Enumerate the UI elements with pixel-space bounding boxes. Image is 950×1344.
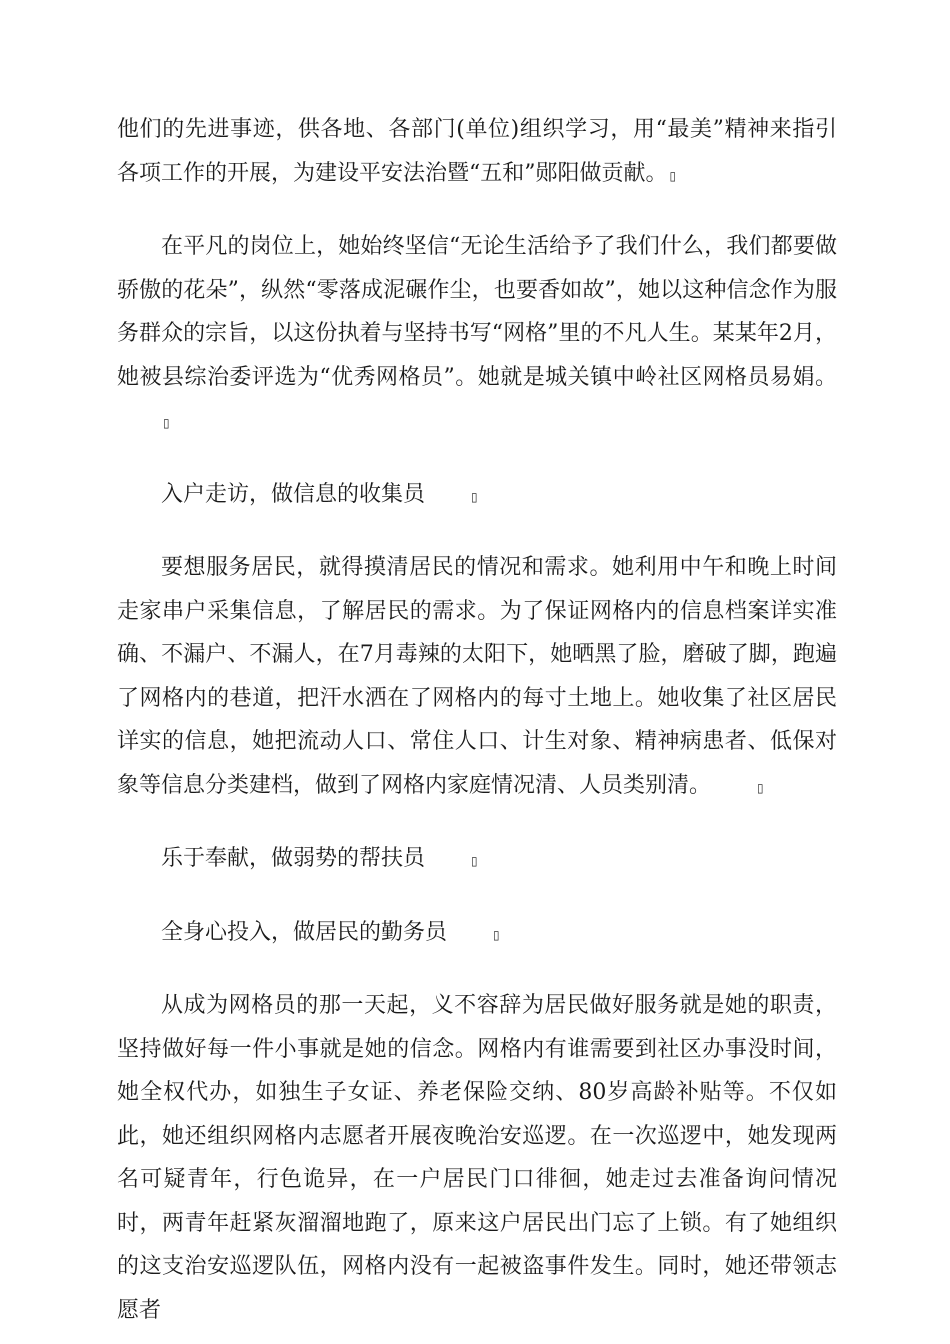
document-body: [117, 108, 837, 1332]
section-heading-servant: [117, 911, 837, 958]
paragraph-1: [117, 108, 837, 198]
paragraph-1-text: 他们的先进事迹，供各地、各部门(单位)组织学习，用“最美”精神来指引各项工作的开展，为建设平安法治暨“五和”郧阳做贡献。: [117, 117, 837, 186]
section-heading-collector-text: 入户走访，做信息的收集员: [161, 481, 426, 507]
section-heading-servant-text: 全身心投入，做居民的勤务员: [161, 919, 448, 945]
paragraph-2: [117, 225, 837, 446]
paragraph-2-text: 在平凡的岗位上，她始终坚信“无论生活给予了我们什么，我们都要做骄傲的花朵”，纵然“零落成泥碾作尘，也要香如故”，她以这种信念作为服务群众的宗旨，以这份执着与坚持书写“网格”里的不凡人生。某某年2月，她被县综治委评选为“优秀网格员”。她就是城关镇中岭社区网格员易娟。: [117, 234, 837, 390]
section-heading-helper: [117, 837, 837, 884]
paragraph-end-mark: ▯: [669, 168, 677, 183]
paragraph-end-mark: ▯: [471, 489, 478, 504]
paragraph-7-text: 从成为网格员的那一天起，义不容辞为居民做好服务就是她的职责，坚持做好每一件小事就是她的信念。网格内有谁需要到社区办事没时间，她全权代办，如独生子女证、养老保险交纳、80岁高龄补贴等。不仅如此，她还组织网格内志愿者开展夜晚治安巡逻。在一次巡逻中，她发现两名可疑青年，行色诡异，在一户居民门口徘徊，她走过去准备询问情况时，两青年赶紧灰溜溜地跑了，原来这户居民出门忘了上锁。有了她组织的这支治安巡逻队伍，网格内没有一起被盗事件发生。同时，她还带领志愿者: [117, 993, 837, 1323]
paragraph-4-text: 要想服务居民，就得摸清居民的情况和需求。她利用中午和晚上时间走家串户采集信息，了解居民的需求。为了保证网格内的信息档案详实准确、不漏户、不漏人，在7月毒辣的太阳下，她晒黑了脸，磨破了脚，跑遍了网格内的巷道，把汗水洒在了网格内的每寸土地上。她收集了社区居民详实的信息，她把流动人口、常住人口、计生对象、精神病患者、低保对象等信息分类建档，做到了网格内家庭情况清、人员类别清。: [117, 555, 837, 798]
paragraph-4: [117, 546, 837, 810]
paragraph-end-mark: ▯: [163, 416, 170, 430]
section-heading-helper-text: 乐于奉献，做弱势的帮扶员: [161, 846, 426, 871]
paragraph-end-mark: ▯: [493, 927, 500, 942]
section-heading-collector: [117, 473, 837, 520]
paragraph-end-mark: ▯: [471, 854, 478, 868]
paragraph-end-mark: ▯: [757, 780, 764, 795]
paragraph-7: [117, 984, 837, 1332]
